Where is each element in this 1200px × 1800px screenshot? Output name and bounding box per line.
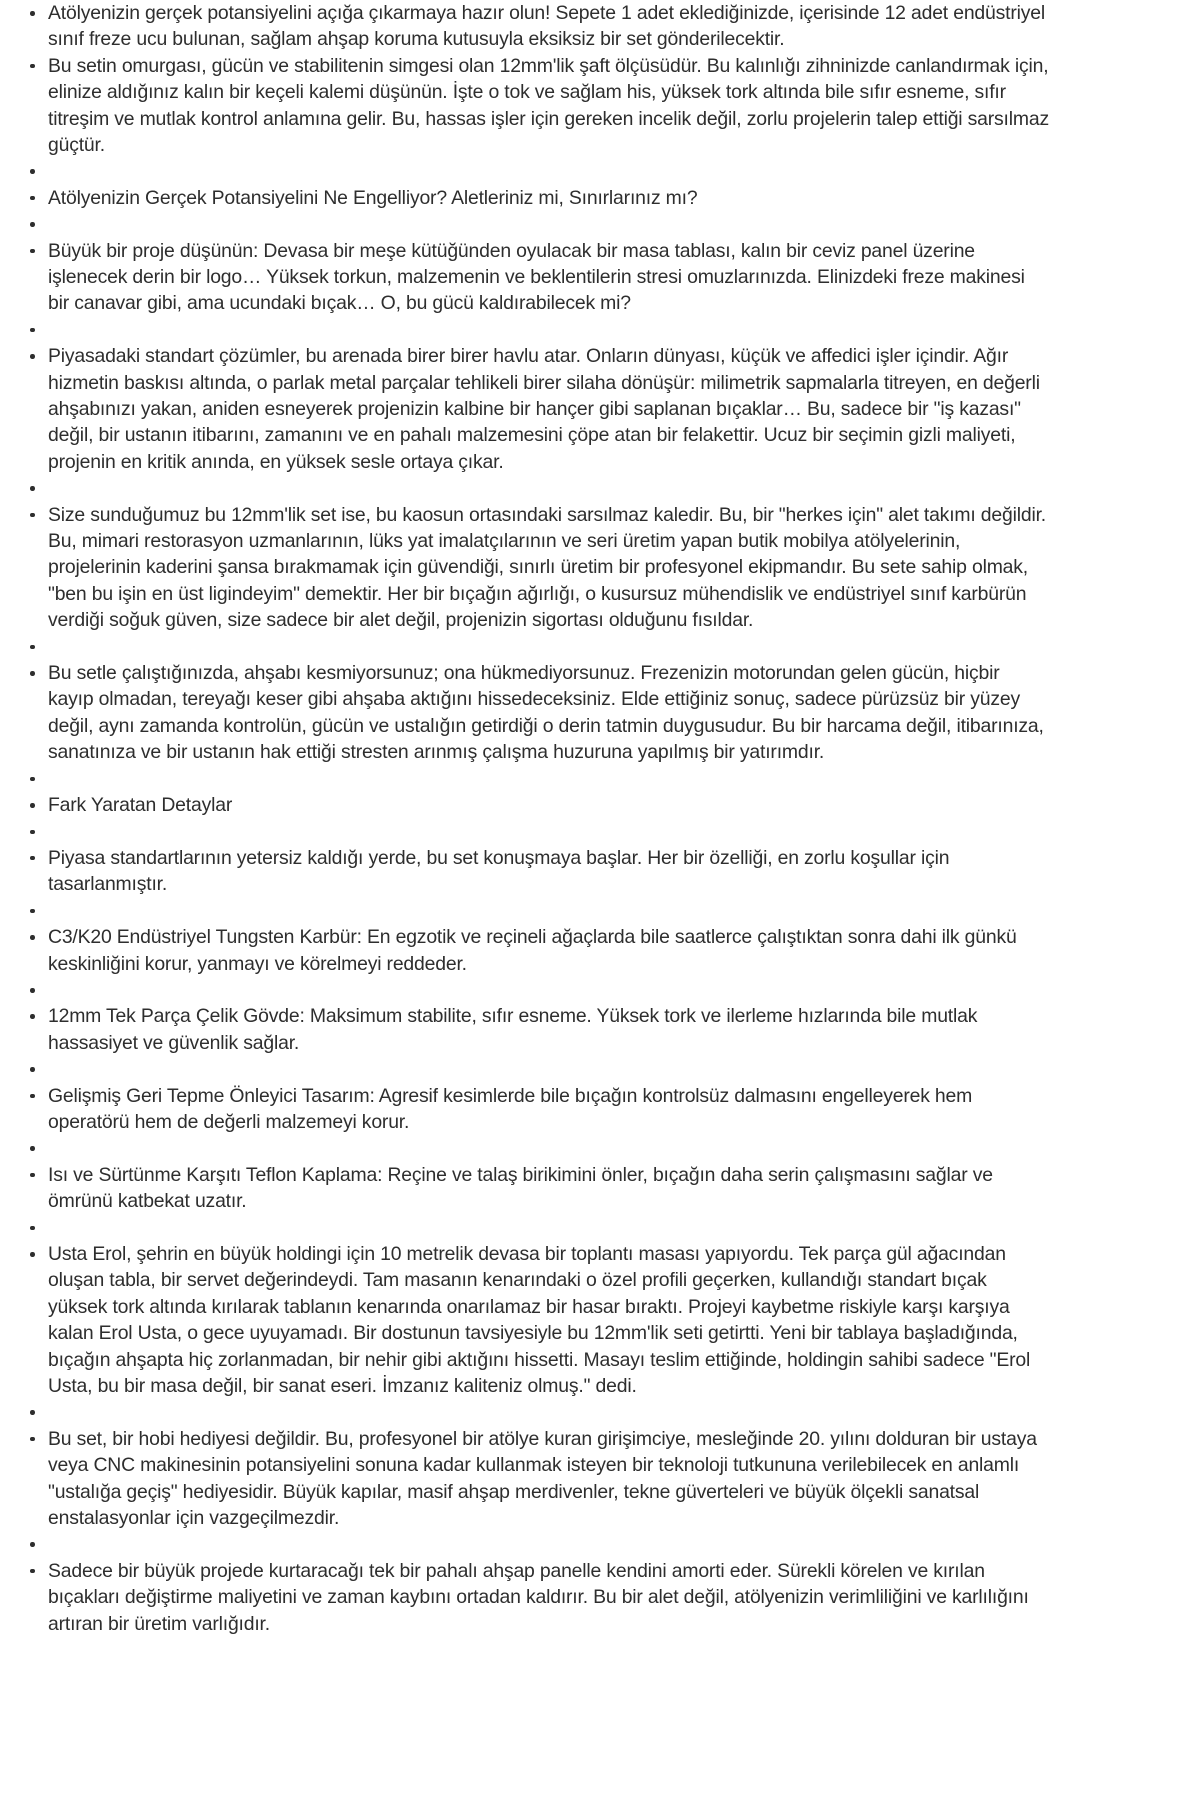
bullet-spacer	[14, 1135, 1050, 1161]
bullet-spacer	[14, 475, 1050, 501]
bullet-item	[14, 924, 1050, 977]
bullet-text: Sadece bir büyük projede kurtaracağı tek bir pahalı ahşap panelle kendini amorti eder. Sürekli körelen ve kırılan bıçakları değiştirme maliyetini ve zaman kaybını ortadan kaldırır. Bu bir alet değil, atölyenizin verimliliğini ve karlılığını artıran bir üretim varlığıdır.	[48, 1559, 1034, 1635]
bullet-spacer	[14, 317, 1050, 343]
bullet-item	[14, 660, 1050, 766]
bullet-item	[14, 502, 1050, 634]
bullet-item	[14, 845, 1050, 898]
bullet-item	[14, 238, 1050, 317]
bullet-item	[14, 0, 1050, 53]
bullet-spacer	[14, 634, 1050, 660]
bullet-spacer	[14, 158, 1050, 184]
bullet-item	[14, 1426, 1050, 1532]
bullet-text: 12mm Tek Parça Çelik Gövde: Maksimum stabilite, sıfır esneme. Yüksek tork ve ilerleme hızlarında bile mutlak hassasiyet ve güvenlik sağlar.	[48, 1005, 983, 1054]
bullet-text: Atölyenizin Gerçek Potansiyelini Ne Engelliyor? Aletleriniz mi, Sınırlarınız mı?	[48, 186, 698, 209]
bullet-text: Bu set, bir hobi hediyesi değildir. Bu, profesyonel bir atölye kuran girişimciye, mesleğinde 20. yılını dolduran bir ustaya veya CNC makinesinin potansiyelini sonuna kadar kullanmak isteyen bir teknoloji tutkununa verilebilecek en anlamlı "ustalığa geçiş" hediyesidir. Büyük kapılar, masif ahşap merdivenler, tekne güverteleri ve büyük ölçekli sanatsal enstalasyonlar için vazgeçilmezdir.	[48, 1427, 1043, 1529]
bullet-spacer	[14, 898, 1050, 924]
bullet-item	[14, 53, 1055, 159]
bullet-spacer	[14, 211, 1050, 237]
bullet-text: Isı ve Sürtünme Karşıtı Teflon Kaplama: Reçine ve talaş birikimini önler, bıçağın daha serin çalışmasını sağlar ve ömrünü katbekat uzatır.	[48, 1163, 999, 1213]
bullet-item	[14, 1558, 1050, 1637]
bullet-spacer	[14, 1056, 1050, 1082]
description-bullet-list	[14, 0, 1055, 1637]
bullet-item	[14, 1241, 1050, 1399]
bullet-text: Gelişmiş Geri Tepme Önleyici Tasarım: Agresif kesimlerde bile bıçağın kontrolsüz dalmasını engelleyerek hem operatörü hem de değerli malzemeyi korur.	[48, 1084, 978, 1133]
bullet-spacer	[14, 977, 1050, 1003]
bullet-text: C3/K20 Endüstriyel Tungsten Karbür: En egzotik ve reçineli ağaçlarda bile saatlerce çalıştıktan sonra dahi ilk günkü keskinliğini korur, yanmayı ve körelmeyi reddeder.	[48, 926, 1022, 975]
bullet-spacer	[14, 819, 1050, 845]
bullet-spacer	[14, 1531, 1050, 1557]
bullet-text: Büyük bir proje düşünün: Devasa bir meşe kütüğünden oyulacak bir masa tablası, kalın bir ceviz panel üzerine işlenecek derin bir logo… Yüksek torkun, malzemenin ve beklentilerin stresi omuzlarınızda. Elinizdeki freze makinesi bir canavar gibi, ama ucundaki bıçak… O, bu gücü kaldırabilecek mi?	[48, 239, 1030, 315]
bullet-text: Piyasa standartlarının yetersiz kaldığı yerde, bu set konuşmaya başlar. Her bir özelliği, en zorlu koşullar için tasarlanmıştır.	[48, 846, 955, 896]
bullet-spacer	[14, 1215, 1050, 1241]
bullet-text: Fark Yaratan Detaylar	[48, 794, 233, 817]
bullet-item	[14, 1083, 1050, 1136]
bullet-spacer	[14, 1399, 1050, 1425]
bullet-spacer	[14, 766, 1050, 792]
bullet-text: Size sunduğumuz bu 12mm'lik set ise, bu kaosun ortasındaki sarsılmaz kaledir. Bu, bir "herkes için" alet takımı değildir. Bu, mimari restorasyon uzmanlarının, lüks yat imalatçılarının ve seri üretim yapan butik mobilya atölyelerinin, projelerinin kaderini şansa bırakmamak için güvendiği, sınırlı üretim bir profesyonel ekipmandır. Bu sete sahip olmak, "ben bu işin en üst ligindeyim" demektir. Her bir bıçağın ağırlığı, o kusursuz mühendislik ve endüstriyel sınıf karbürün verdiği soğuk güven, size sadece bir alet değil, projenizin sigortası olduğunu fısıldar.	[48, 503, 1052, 632]
bullet-text: Bu setle çalıştığınızda, ahşabı kesmiyorsunuz; ona hükmediyorsunuz. Frezenizin motorundan gelen gücün, hiçbir kayıp olmadan, tereyağı keser gibi ahşaba aktığını hissedeceksiniz. Elde ettiğiniz sonuç, sadece pürüzsüz bir yüzey değil, aynı zamanda kontrolün, gücün ve ustalığın getirdiği o derin tatmin duygusudur. Bu bir harcama değil, itibarınıza, sanatınıza ve bir ustanın hak ettiği stresten arınmış çalışma huzuruna yapılmış bir yatırımdır.	[48, 662, 1049, 764]
bullet-text: Usta Erol, şehrin en büyük holdingi için 10 metrelik devasa bir toplantı masası yapıyordu. Tek parça gül ağacından oluşan tabla, bir servet değerindeydi. Tam masanın kenarındaki o özel profili geçerken, kullandığı standart bıçak yüksek tork altında kırılarak tablanın kenarında onarılamaz bir hasar bıraktı. Projeyi kaybetme riskiyle karşı karşıya kalan Erol Usta, o gece uyuyamadı. Bir dostunun tavsiyesiyle bu 12mm'lik seti getirtti. Yeni bir tablaya başladığında, bıçağın ahşapta hiç zorlanmadan, bir nehir gibi aktığını hissetti. Masayı teslim ettiğinde, holdingin sahibi sadece "Erol Usta, bu bir masa değil, bir sanat eseri. İmzanız kaliteniz olmuş." dedi.	[48, 1242, 1036, 1397]
bullet-text: Atölyenizin gerçek potansiyelini açığa çıkarmaya hazır olun! Sepete 1 adet eklediğinizde, içerisinde 12 adet endüstriyel sınıf freze ucu bulunan, sağlam ahşap koruma kutusuyla eksiksiz bir set gönderilecektir.	[48, 2, 1051, 51]
bullet-item	[14, 1162, 1050, 1215]
bullet-item	[14, 792, 1050, 818]
bullet-item	[14, 185, 1050, 211]
bullet-text: Bu setin omurgası, gücün ve stabilitenin simgesi olan 12mm'lik şaft ölçüsüdür. Bu kalınlığı zihninizde canlandırmak için, elinize aldığınız kalın bir keçeli kalemi düşünün. İşte o tok ve sağlam his, yüksek tork altında bile sıfır esneme, sıfır titreşim ve mutlak kontrol anlamına gelir. Bu, hassas işler için gereken incelik değil, zorlu projelerin talep ettiği sarsılmaz güçtür.	[48, 54, 1055, 157]
bullet-item	[14, 1003, 1050, 1056]
bullet-item	[14, 343, 1050, 475]
bullet-text: Piyasadaki standart çözümler, bu arenada birer birer havlu atar. Onların dünyası, küçük ve affedici işler içindir. Ağır hizmetin baskısı altında, o parlak metal parçalar tehlikeli birer silaha dönüşür: milimetrik sapmalarla titreyen, en değerli ahşabınızı yakan, aniden esneyerek projenizin kalbine bir hançer gibi saplanan bıçaklar… Bu, sadece bir "iş kazası" değil, bir ustanın itibarını, zamanını ve en pahalı malzemesini çöpe atan bir felakettir. Ucuz bir seçimin gizli maliyeti, projenin en kritik anında, en yüksek sesle ortaya çıkar.	[48, 345, 1046, 473]
